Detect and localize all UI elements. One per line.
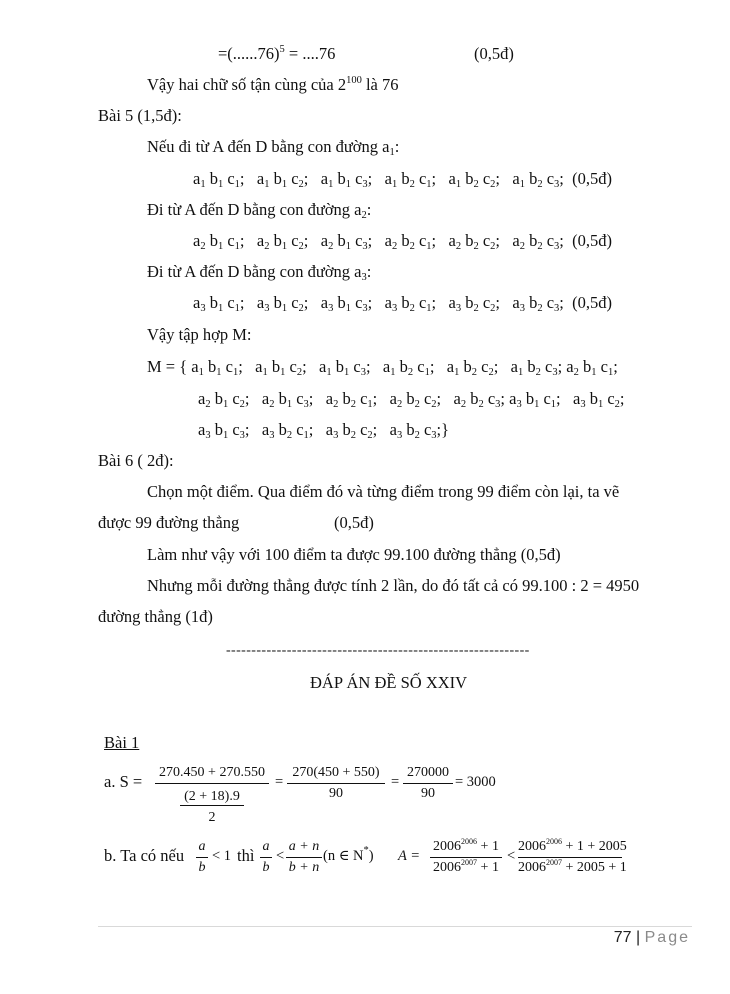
path-a3-list: $a_3$ $b_1$ $c_1$; $a_3$ $b_1$ $c_2$; $a_3$ $b_1$ $c_3$; $a_3$ $b_2$ $c_1$; $a_3$ $b_2$ $c_2$; $a_3$ $b_2$ $c_3$; (0,5đ) [193, 293, 612, 314]
condition-n: (n ∈ N*) [323, 845, 374, 864]
equals-2: = [391, 774, 400, 790]
less-than-2: < [276, 848, 285, 864]
bai6-line-3: Làm như vậy với 100 điểm ta được 99.100 đường thẳng (0,5đ) [147, 545, 561, 564]
part-b-less: < [507, 848, 516, 864]
bai1-title: Bài 1 [104, 733, 140, 752]
part-b-thi: thì [237, 846, 255, 865]
bai5-title: Bài 5 (1,5đ): [98, 106, 182, 125]
set-line-2: $a_2$ $b_1$ $c_2$; $a_2$ $b_1$ $c_3$; $a_2$ $b_2$ $c_1$; $a_2$ $b_2$ $c_2$; $a_2$ $b_2$ $c_3$; $a_3$ $b_1$ $c_1$; $a_3$ $b_1$ $c_2$; [198, 389, 625, 410]
bai6-title: Bài 6 ( 2đ): [98, 451, 174, 470]
page-number: 77 [613, 929, 632, 946]
set-line-1: M = { $a_1$ $b_1$ $c_1$; $a_1$ $b_1$ $c_2$; $a_1$ $b_1$ $c_3$; $a_1$ $b_2$ $c_1$; $a_1$ $b_2$ $c_2$; $a_1$ $b_2$ $c_3$; $a_2$ $b_1$ $c_1$; [147, 357, 618, 378]
fraction-a-over-b: a b [196, 838, 208, 877]
equals-1: = [275, 774, 284, 790]
fraction-a3: 270000 90 [403, 764, 453, 803]
mark-line-1: (0,5đ) [474, 44, 514, 63]
footer-rule [98, 926, 692, 927]
set-title: Vậy tập hợp M: [147, 325, 252, 344]
bai6-line-1: Chọn một điểm. Qua điểm đó và từng điểm trong 99 điểm còn lại, ta vẽ [147, 482, 620, 501]
conclusion-line: Vậy hai chữ số tận cùng của $2^{100}$ là 76 [147, 75, 399, 94]
bai6-line-2-mark: (0,5đ) [334, 513, 374, 532]
fraction-a-plus-n: a + n b + n [286, 838, 322, 877]
part-b-label: b. Ta có nếu [104, 846, 185, 865]
fraction-a1: 270.450 + 270.550 (2 + 18).9 2 [155, 764, 269, 827]
path-a1-lead: Nếu đi từ A đến D bằng con đường $a_1$: [147, 137, 400, 158]
page-word: Page [644, 929, 690, 946]
fraction-a2: 270(450 + 550) 90 [287, 764, 385, 803]
answer-title: ĐÁP ÁN ĐỀ SỐ XXIV [310, 673, 468, 692]
part-a-label: a. S = [104, 772, 143, 791]
set-line-3: $a_3$ $b_1$ $c_3$; $a_3$ $b_2$ $c_1$; $a_3$ $b_2$ $c_2$; $a_3$ $b_2$ $c_3$;} [198, 420, 450, 441]
part-b-A: A = [398, 848, 421, 864]
fraction-a-over-b-2: a b [260, 838, 272, 877]
part-a-result: = 3000 [455, 774, 496, 790]
bai6-line-2: được 99 đường thẳng [98, 513, 240, 532]
bai6-line-4: Nhưng mỗi đường thẳng được tính 2 lần, do đó tất cả có 99.100 : 2 = 4950 [147, 576, 640, 595]
path-a3-lead: Đi từ A đến D bằng con đường $a_3$: [147, 262, 372, 283]
bai6-line-5: đường thẳng (1đ) [98, 607, 213, 626]
path-a2-list: $a_2$ $b_1$ $c_1$; $a_2$ $b_1$ $c_2$; $a_2$ $b_1$ $c_3$; $a_2$ $b_2$ $c_1$; $a_2$ $b_2$ $c_2$; $a_2$ $b_2$ $c_3$; (0,5đ) [193, 231, 612, 252]
page-footer: 77 | Page [613, 929, 690, 946]
less-than-one: < 1 [212, 848, 232, 864]
equation-line-1: $=(......76)^5 = ....76$ [218, 44, 336, 63]
separator-line: ------------------------------------------------------------ [226, 643, 530, 658]
fraction-A-1: $2006^{2006} + 1$ $2006^{2007} + 1$ [430, 838, 502, 877]
path-a2-lead: Đi từ A đến D bằng con đường $a_2$: [147, 200, 372, 221]
fraction-A-2: $2006^{2006} + 1 + 2005$ $2006^{2007} + 2005 + 1$ [518, 837, 627, 875]
path-a1-list: $a_1$ $b_1$ $c_1$; $a_1$ $b_1$ $c_2$; $a_1$ $b_1$ $c_3$; $a_1$ $b_2$ $c_1$; $a_1$ $b_2$ $c_2$; $a_1$ $b_2$ $c_3$; (0,5đ) [193, 169, 612, 190]
